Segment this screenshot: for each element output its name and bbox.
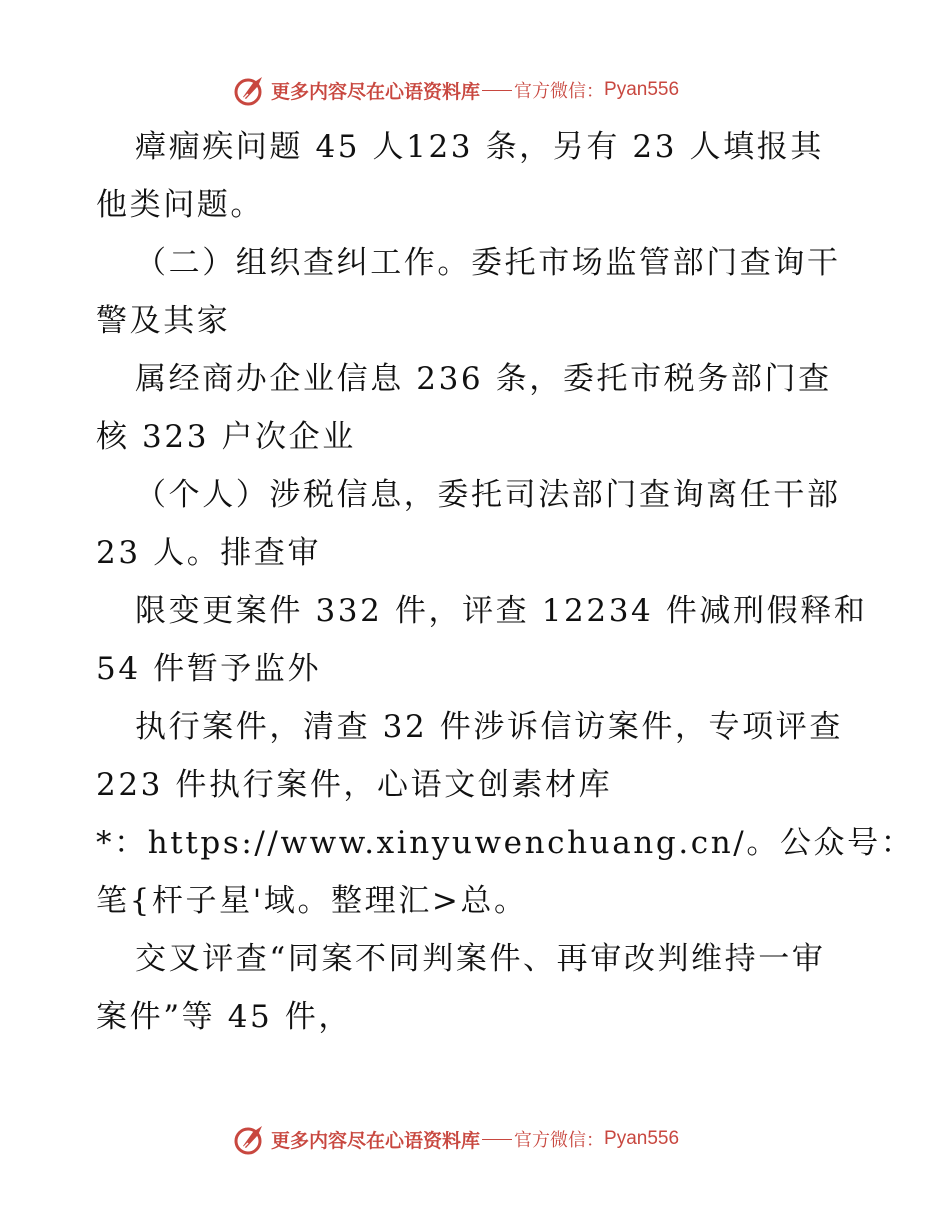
text-line: 属经商办企业信息 236 条，委托市税务部门查 (135, 361, 832, 397)
document-body (96, 118, 915, 1046)
text-line: 交叉评查“同案不同判案件、再审改判维持一审 (135, 941, 826, 977)
text-line: 警及其家 (96, 303, 231, 339)
banner-wechat-id: Pyan556 (604, 1128, 680, 1149)
text-line: 核 323 户次企业 (96, 419, 356, 455)
pen-nib-circle-icon (233, 1122, 267, 1156)
text-line: 执行案件，清查 32 件涉诉信访案件，专项评查 (135, 709, 843, 745)
text-line: 限变更案件 332 件，评查 12234 件减刑假释和 (135, 593, 868, 629)
text-line: 54 件暂予监外 (96, 651, 322, 687)
text-line: 笔{杆子星'域。整理汇>总。 (96, 883, 528, 919)
banner-dash (482, 1139, 512, 1140)
banner-main-text: 更多内容尽在心语资料库 (271, 80, 481, 103)
banner-wechat-label: 官方微信： (514, 81, 605, 102)
text-line: *：https://www.xinyuwenchuang.cn/。公众号： (96, 825, 915, 861)
footer-banner (233, 1121, 679, 1157)
banner-dash (482, 90, 512, 91)
banner-main-text: 更多内容尽在心语资料库 (271, 1129, 481, 1152)
text-line: 23 人。排查审 (96, 535, 322, 571)
pen-nib-circle-icon (233, 73, 267, 107)
text-line: 223 件执行案件，心语文创素材库 (96, 767, 613, 803)
header-banner (233, 72, 679, 108)
text-line: （个人）涉税信息，委托司法部门查询离任干部 (135, 477, 841, 513)
text-line: 案件”等 45 件， (96, 999, 353, 1035)
banner-wechat-label: 官方微信： (514, 1130, 605, 1151)
text-line: 他类问题。 (96, 187, 264, 223)
text-line: 瘴痼疾问题 45 人123 条，另有 23 人填报其 (135, 129, 824, 165)
banner-wechat-id: Pyan556 (604, 79, 680, 100)
text-line: （二）组织查纠工作。委托市场监管部门查询干 (135, 245, 841, 281)
